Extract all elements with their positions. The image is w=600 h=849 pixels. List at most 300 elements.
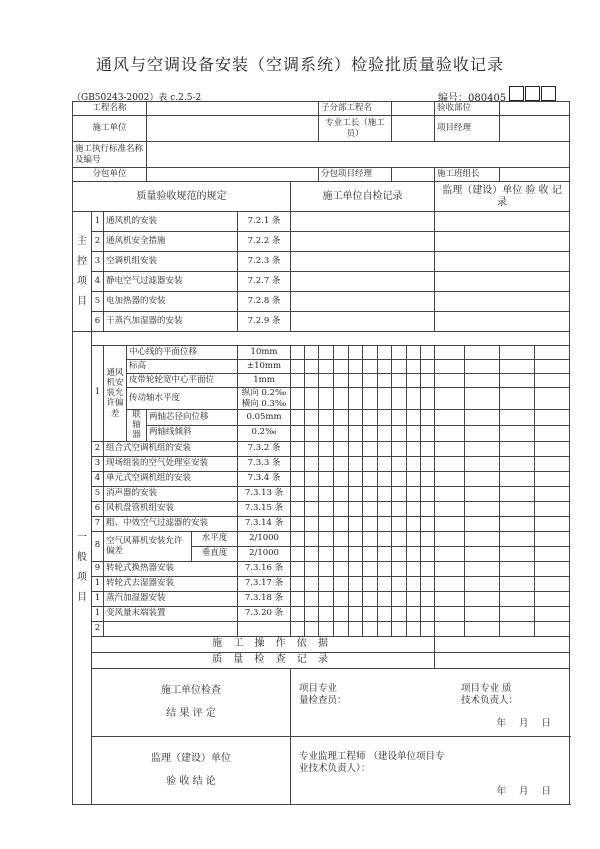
fan-check-cell-2[interactable] xyxy=(319,346,334,360)
item-sup-check-cell-3[interactable] xyxy=(535,456,570,471)
item-check-cell-1[interactable] xyxy=(305,456,319,471)
fan-sup-check-cell-0[interactable] xyxy=(435,360,465,374)
coupling-sup-check-cell-3[interactable] xyxy=(535,425,570,441)
coupling-check-cell-7[interactable] xyxy=(392,410,407,426)
item-check-cell-8[interactable] xyxy=(407,471,421,486)
item-check-cell-4[interactable] xyxy=(349,501,363,516)
item-check-cell-9[interactable] xyxy=(421,516,435,531)
fan-sup-check-cell-2[interactable] xyxy=(500,388,535,410)
project-name-value[interactable] xyxy=(147,102,319,116)
item-check-cell-6[interactable] xyxy=(378,471,392,486)
item-check-cell-7[interactable] xyxy=(392,621,407,636)
item-sup-check-cell-1[interactable] xyxy=(465,621,500,636)
item-check-cell-0[interactable] xyxy=(291,516,305,531)
fan-check-cell-4[interactable] xyxy=(349,388,363,410)
item-check-cell-5[interactable] xyxy=(363,516,378,531)
item-check-cell-7[interactable] xyxy=(392,441,407,456)
fan-check-cell-1[interactable] xyxy=(305,388,319,410)
curtain-check-cell-5[interactable] xyxy=(363,546,378,561)
quality-record-value[interactable] xyxy=(435,652,570,668)
item-sup-check-cell-0[interactable] xyxy=(435,561,465,576)
item-check-cell-2[interactable] xyxy=(319,501,334,516)
item-number: 5 xyxy=(92,486,104,501)
item-check-cell-9[interactable] xyxy=(421,621,435,636)
item-sup-check-cell-2[interactable] xyxy=(500,456,535,471)
item-sup-check-cell-2[interactable] xyxy=(500,561,535,576)
supervisor-record[interactable] xyxy=(435,292,570,312)
acceptance-part-value[interactable] xyxy=(500,102,570,116)
foreman-value[interactable] xyxy=(392,116,435,142)
item-sup-check-cell-0[interactable] xyxy=(435,441,465,456)
item-check-cell-4[interactable] xyxy=(349,576,363,591)
fan-sup-check-cell-2[interactable] xyxy=(500,346,535,360)
project-manager-value[interactable] xyxy=(500,116,570,142)
sub-project-value[interactable] xyxy=(392,102,435,116)
fan-sup-check-cell-1[interactable] xyxy=(465,346,500,360)
coupling-check-cell-9[interactable] xyxy=(421,425,435,441)
fan-check-cell-8[interactable] xyxy=(407,346,421,360)
curtain-check-cell-0[interactable] xyxy=(291,531,305,546)
fan-check-cell-4[interactable] xyxy=(349,346,363,360)
fan-check-cell-9[interactable] xyxy=(421,360,435,374)
item-sup-check-cell-0[interactable] xyxy=(435,621,465,636)
item-check-cell-1[interactable] xyxy=(305,606,319,621)
fan-check-cell-6[interactable] xyxy=(378,346,392,360)
item-check-cell-1[interactable] xyxy=(305,441,319,456)
item-check-cell-8[interactable] xyxy=(407,486,421,501)
item-check-cell-9[interactable] xyxy=(421,441,435,456)
item-check-cell-1[interactable] xyxy=(305,516,319,531)
curtain-sup-check-cell-1[interactable] xyxy=(465,546,500,561)
item-sup-check-cell-0[interactable] xyxy=(435,591,465,606)
coupling-sup-check-cell-0[interactable] xyxy=(435,425,465,441)
self-check-record[interactable] xyxy=(291,272,435,292)
curtain-check-cell-1[interactable] xyxy=(305,531,319,546)
fan-sup-check-cell-1[interactable] xyxy=(465,388,500,410)
fan-check-cell-2[interactable] xyxy=(319,374,334,388)
coupling-check-cell-0[interactable] xyxy=(291,410,305,426)
fan-check-cell-7[interactable] xyxy=(392,346,407,360)
item-check-cell-3[interactable] xyxy=(334,606,349,621)
fan-check-cell-3[interactable] xyxy=(334,360,349,374)
curtain-check-cell-4[interactable] xyxy=(349,546,363,561)
item-name: 通风机安全措施 xyxy=(104,232,238,252)
curtain-check-cell-7[interactable] xyxy=(392,546,407,561)
item-check-cell-1[interactable] xyxy=(305,501,319,516)
item-check-cell-8[interactable] xyxy=(407,516,421,531)
item-check-cell-3[interactable] xyxy=(334,561,349,576)
item-check-cell-8[interactable] xyxy=(407,441,421,456)
coupling-sup-check-cell-2[interactable] xyxy=(500,410,535,426)
item-check-cell-7[interactable] xyxy=(392,456,407,471)
item-check-cell-7[interactable] xyxy=(392,606,407,621)
item-sup-check-cell-2[interactable] xyxy=(500,486,535,501)
fan-check-cell-0[interactable] xyxy=(291,360,305,374)
curtain-check-cell-1[interactable] xyxy=(305,546,319,561)
coupling-check-cell-7[interactable] xyxy=(392,425,407,441)
item-check-cell-9[interactable] xyxy=(421,501,435,516)
curtain-sup-check-cell-0[interactable] xyxy=(435,531,465,546)
item-sup-check-cell-1[interactable] xyxy=(465,441,500,456)
item-check-cell-5[interactable] xyxy=(363,501,378,516)
supervisor-record[interactable] xyxy=(435,272,570,292)
curtain-check-cell-4[interactable] xyxy=(349,531,363,546)
fan-check-cell-1[interactable] xyxy=(305,374,319,388)
fan-check-cell-3[interactable] xyxy=(334,388,349,410)
curtain-sup-check-cell-2[interactable] xyxy=(500,546,535,561)
item-check-cell-2[interactable] xyxy=(319,441,334,456)
curtain-check-cell-2[interactable] xyxy=(319,531,334,546)
team-leader-value[interactable] xyxy=(500,168,570,182)
item-sup-check-cell-0[interactable] xyxy=(435,516,465,531)
item-check-cell-7[interactable] xyxy=(392,501,407,516)
item-check-cell-7[interactable] xyxy=(392,486,407,501)
item-check-cell-0[interactable] xyxy=(291,606,305,621)
item-check-cell-6[interactable] xyxy=(378,486,392,501)
fan-sup-check-cell-2[interactable] xyxy=(500,374,535,388)
curtain-sup-check-cell-2[interactable] xyxy=(500,531,535,546)
curtain-check-cell-0[interactable] xyxy=(291,546,305,561)
item-check-cell-4[interactable] xyxy=(349,591,363,606)
fan-check-cell-6[interactable] xyxy=(378,388,392,410)
item-check-cell-8[interactable] xyxy=(407,591,421,606)
coupling-check-cell-5[interactable] xyxy=(363,410,378,426)
item-check-cell-5[interactable] xyxy=(363,576,378,591)
coupling-check-cell-6[interactable] xyxy=(378,425,392,441)
fan-sup-check-cell-2[interactable] xyxy=(500,360,535,374)
coupling-check-cell-1[interactable] xyxy=(305,425,319,441)
self-check-record[interactable] xyxy=(291,212,435,232)
item-check-cell-8[interactable] xyxy=(407,606,421,621)
item-check-cell-6[interactable] xyxy=(378,516,392,531)
item-number: 4 xyxy=(92,471,104,486)
item-check-cell-8[interactable] xyxy=(407,621,421,636)
item-sup-check-cell-3[interactable] xyxy=(535,576,570,591)
item-check-cell-9[interactable] xyxy=(421,576,435,591)
item-sup-check-cell-3[interactable] xyxy=(535,501,570,516)
fan-check-cell-3[interactable] xyxy=(334,374,349,388)
curtain-sup-check-cell-0[interactable] xyxy=(435,546,465,561)
fan-check-cell-1[interactable] xyxy=(305,346,319,360)
coupling-check-cell-5[interactable] xyxy=(363,425,378,441)
item-check-cell-0[interactable] xyxy=(291,576,305,591)
item-check-cell-9[interactable] xyxy=(421,486,435,501)
item-check-cell-6[interactable] xyxy=(378,561,392,576)
item-check-cell-3[interactable] xyxy=(334,621,349,636)
coupling-check-cell-8[interactable] xyxy=(407,425,421,441)
item-check-cell-4[interactable] xyxy=(349,621,363,636)
item-check-cell-7[interactable] xyxy=(392,471,407,486)
item-check-cell-9[interactable] xyxy=(421,561,435,576)
item-check-cell-2[interactable] xyxy=(319,471,334,486)
fan-check-cell-6[interactable] xyxy=(378,374,392,388)
item-sup-check-cell-2[interactable] xyxy=(500,471,535,486)
fan-check-cell-9[interactable] xyxy=(421,374,435,388)
item-sup-check-cell-3[interactable] xyxy=(535,441,570,456)
item-check-cell-1[interactable] xyxy=(305,576,319,591)
supervisor-record[interactable] xyxy=(435,252,570,272)
item-check-cell-3[interactable] xyxy=(334,576,349,591)
fan-check-cell-3[interactable] xyxy=(334,346,349,360)
item-check-cell-2[interactable] xyxy=(319,516,334,531)
item-check-cell-3[interactable] xyxy=(334,471,349,486)
item-sup-check-cell-3[interactable] xyxy=(535,486,570,501)
item-check-cell-6[interactable] xyxy=(378,456,392,471)
coupling-sup-check-cell-2[interactable] xyxy=(500,425,535,441)
fan-sup-check-cell-1[interactable] xyxy=(465,374,500,388)
fan-sup-check-cell-3[interactable] xyxy=(535,346,570,360)
item-check-cell-0[interactable] xyxy=(291,486,305,501)
standard-value[interactable] xyxy=(147,142,570,168)
operation-basis-value[interactable] xyxy=(435,636,570,652)
fan-check-cell-9[interactable] xyxy=(421,388,435,410)
item-sup-check-cell-2[interactable] xyxy=(500,576,535,591)
curtain-sup-check-cell-3[interactable] xyxy=(535,546,570,561)
fan-check-cell-5[interactable] xyxy=(363,374,378,388)
coupling-check-cell-2[interactable] xyxy=(319,425,334,441)
fan-sup-check-cell-0[interactable] xyxy=(435,388,465,410)
item-check-cell-0[interactable] xyxy=(291,561,305,576)
item-sup-check-cell-0[interactable] xyxy=(435,456,465,471)
date-line: 年 月 日 xyxy=(496,785,552,797)
coupling-check-cell-4[interactable] xyxy=(349,410,363,426)
item-sup-check-cell-0[interactable] xyxy=(435,471,465,486)
item-sup-check-cell-2[interactable] xyxy=(500,606,535,621)
coupling-check-cell-3[interactable] xyxy=(334,410,349,426)
item-check-cell-5[interactable] xyxy=(363,471,378,486)
item-check-cell-4[interactable] xyxy=(349,471,363,486)
item-check-cell-5[interactable] xyxy=(363,606,378,621)
curtain-check-cell-6[interactable] xyxy=(378,531,392,546)
item-check-cell-0[interactable] xyxy=(291,501,305,516)
item-check-cell-0[interactable] xyxy=(291,441,305,456)
item-check-cell-1[interactable] xyxy=(305,486,319,501)
curtain-check-cell-3[interactable] xyxy=(334,531,349,546)
item-sup-check-cell-1[interactable] xyxy=(465,501,500,516)
curtain-check-cell-7[interactable] xyxy=(392,531,407,546)
item-sup-check-cell-3[interactable] xyxy=(535,471,570,486)
item-check-cell-4[interactable] xyxy=(349,441,363,456)
coupling-check-cell-9[interactable] xyxy=(421,410,435,426)
fan-sup-check-cell-0[interactable] xyxy=(435,374,465,388)
item-sup-check-cell-2[interactable] xyxy=(500,516,535,531)
fan-check-cell-0[interactable] xyxy=(291,346,305,360)
supervisor-record[interactable] xyxy=(435,312,570,332)
self-check-record[interactable] xyxy=(291,312,435,332)
fan-check-cell-5[interactable] xyxy=(363,388,378,410)
coupling-check-cell-1[interactable] xyxy=(305,410,319,426)
item-sup-check-cell-2[interactable] xyxy=(500,501,535,516)
coupling-sup-check-cell-0[interactable] xyxy=(435,410,465,426)
coupling-sup-check-cell-3[interactable] xyxy=(535,410,570,426)
item-sup-check-cell-3[interactable] xyxy=(535,516,570,531)
item-check-cell-0[interactable] xyxy=(291,456,305,471)
fan-check-cell-0[interactable] xyxy=(291,388,305,410)
item-check-cell-5[interactable] xyxy=(363,441,378,456)
item-sup-check-cell-3[interactable] xyxy=(535,561,570,576)
item-check-cell-9[interactable] xyxy=(421,591,435,606)
item-check-cell-2[interactable] xyxy=(319,456,334,471)
fan-check-cell-0[interactable] xyxy=(291,374,305,388)
item-sup-check-cell-1[interactable] xyxy=(465,516,500,531)
construction-evaluation-content[interactable] xyxy=(291,668,570,736)
curtain-check-cell-2[interactable] xyxy=(319,546,334,561)
self-check-record[interactable] xyxy=(291,232,435,252)
curtain-sup-check-cell-3[interactable] xyxy=(535,531,570,546)
item-check-cell-0[interactable] xyxy=(291,471,305,486)
item-check-cell-2[interactable] xyxy=(319,591,334,606)
item-check-cell-0[interactable] xyxy=(291,621,305,636)
item-sup-check-cell-1[interactable] xyxy=(465,471,500,486)
construction-unit-value[interactable] xyxy=(147,116,319,142)
item-check-cell-6[interactable] xyxy=(378,501,392,516)
supervisor-record[interactable] xyxy=(435,232,570,252)
fan-sup-check-cell-3[interactable] xyxy=(535,374,570,388)
fan-check-cell-5[interactable] xyxy=(363,360,378,374)
item-check-cell-3[interactable] xyxy=(334,591,349,606)
item-check-cell-4[interactable] xyxy=(349,456,363,471)
coupling-check-cell-4[interactable] xyxy=(349,425,363,441)
item-sup-check-cell-3[interactable] xyxy=(535,591,570,606)
item-sup-check-cell-2[interactable] xyxy=(500,621,535,636)
item-check-cell-2[interactable] xyxy=(319,486,334,501)
item-check-cell-5[interactable] xyxy=(363,456,378,471)
fan-check-cell-2[interactable] xyxy=(319,388,334,410)
coupling-check-cell-2[interactable] xyxy=(319,410,334,426)
curtain-check-cell-9[interactable] xyxy=(421,531,435,546)
item-sup-check-cell-1[interactable] xyxy=(465,591,500,606)
item-check-cell-1[interactable] xyxy=(305,591,319,606)
supervisor-conclusion-content[interactable] xyxy=(291,736,570,804)
item-check-cell-6[interactable] xyxy=(378,606,392,621)
item-check-cell-2[interactable] xyxy=(319,561,334,576)
item-check-cell-1[interactable] xyxy=(305,471,319,486)
item-check-cell-8[interactable] xyxy=(407,501,421,516)
item-check-cell-5[interactable] xyxy=(363,486,378,501)
item-check-cell-1[interactable] xyxy=(305,621,319,636)
item-check-cell-4[interactable] xyxy=(349,486,363,501)
coupling-check-cell-3[interactable] xyxy=(334,425,349,441)
item-sup-check-cell-1[interactable] xyxy=(465,606,500,621)
fan-check-cell-1[interactable] xyxy=(305,360,319,374)
item-check-cell-4[interactable] xyxy=(349,516,363,531)
fan-check-cell-7[interactable] xyxy=(392,374,407,388)
fan-check-cell-4[interactable] xyxy=(349,360,363,374)
item-check-cell-1[interactable] xyxy=(305,561,319,576)
fan-check-cell-6[interactable] xyxy=(378,360,392,374)
fan-check-cell-8[interactable] xyxy=(407,360,421,374)
item-check-cell-7[interactable] xyxy=(392,591,407,606)
fan-check-cell-7[interactable] xyxy=(392,388,407,410)
coupling-check-cell-0[interactable] xyxy=(291,425,305,441)
fan-sup-check-cell-3[interactable] xyxy=(535,360,570,374)
item-check-cell-3[interactable] xyxy=(334,501,349,516)
fan-check-cell-9[interactable] xyxy=(421,346,435,360)
self-check-record[interactable] xyxy=(291,252,435,272)
item-check-cell-9[interactable] xyxy=(421,471,435,486)
fan-check-cell-8[interactable] xyxy=(407,374,421,388)
general-item-label: 一般项目 xyxy=(73,332,92,805)
item-sup-check-cell-2[interactable] xyxy=(500,441,535,456)
curtain-check-cell-8[interactable] xyxy=(407,546,421,561)
item-check-cell-8[interactable] xyxy=(407,576,421,591)
item-check-cell-5[interactable] xyxy=(363,561,378,576)
item-check-cell-4[interactable] xyxy=(349,561,363,576)
item-check-cell-6[interactable] xyxy=(378,621,392,636)
item-check-cell-4[interactable] xyxy=(349,606,363,621)
self-check-record[interactable] xyxy=(291,292,435,312)
item-sup-check-cell-3[interactable] xyxy=(535,621,570,636)
curtain-sup-check-cell-1[interactable] xyxy=(465,531,500,546)
item-sup-check-cell-1[interactable] xyxy=(465,576,500,591)
fan-check-cell-5[interactable] xyxy=(363,346,378,360)
fan-check-cell-8[interactable] xyxy=(407,388,421,410)
curtain-check-cell-9[interactable] xyxy=(421,546,435,561)
item-check-cell-8[interactable] xyxy=(407,456,421,471)
curtain-check-cell-5[interactable] xyxy=(363,531,378,546)
item-check-cell-5[interactable] xyxy=(363,591,378,606)
item-sup-check-cell-0[interactable] xyxy=(435,486,465,501)
fan-check-cell-2[interactable] xyxy=(319,360,334,374)
item-sup-check-cell-1[interactable] xyxy=(465,456,500,471)
coupling-sup-check-cell-1[interactable] xyxy=(465,410,500,426)
inspection-form-table xyxy=(72,101,570,805)
item-check-cell-8[interactable] xyxy=(407,561,421,576)
item-check-cell-3[interactable] xyxy=(334,456,349,471)
coupling-check-cell-6[interactable] xyxy=(378,410,392,426)
fan-check-cell-7[interactable] xyxy=(392,360,407,374)
table-row xyxy=(73,116,570,142)
item-sup-check-cell-1[interactable] xyxy=(465,561,500,576)
fan-sup-check-cell-3[interactable] xyxy=(535,388,570,410)
item-check-cell-7[interactable] xyxy=(392,576,407,591)
fan-check-cell-4[interactable] xyxy=(349,374,363,388)
item-sup-check-cell-0[interactable] xyxy=(435,576,465,591)
supervisor-record[interactable] xyxy=(435,212,570,232)
item-check-cell-7[interactable] xyxy=(392,561,407,576)
item-check-cell-6[interactable] xyxy=(378,591,392,606)
item-check-cell-6[interactable] xyxy=(378,576,392,591)
item-sup-check-cell-0[interactable] xyxy=(435,606,465,621)
item-sup-check-cell-2[interactable] xyxy=(500,591,535,606)
curtain-check-cell-3[interactable] xyxy=(334,546,349,561)
item-check-cell-0[interactable] xyxy=(291,591,305,606)
subcontractor-value[interactable] xyxy=(147,168,319,182)
item-check-cell-3[interactable] xyxy=(334,441,349,456)
item-check-cell-2[interactable] xyxy=(319,606,334,621)
curtain-check-cell-6[interactable] xyxy=(378,546,392,561)
item-sup-check-cell-1[interactable] xyxy=(465,486,500,501)
item-sup-check-cell-3[interactable] xyxy=(535,606,570,621)
item-check-cell-2[interactable] xyxy=(319,576,334,591)
fan-sup-check-cell-0[interactable] xyxy=(435,346,465,360)
item-check-cell-5[interactable] xyxy=(363,621,378,636)
item-check-cell-9[interactable] xyxy=(421,456,435,471)
coupling-check-cell-8[interactable] xyxy=(407,410,421,426)
item-sup-check-cell-0[interactable] xyxy=(435,501,465,516)
item-check-cell-6[interactable] xyxy=(378,441,392,456)
coupling-sup-check-cell-1[interactable] xyxy=(465,425,500,441)
item-check-cell-3[interactable] xyxy=(334,516,349,531)
curtain-check-cell-8[interactable] xyxy=(407,531,421,546)
item-check-cell-9[interactable] xyxy=(421,606,435,621)
coupling-label: 联轴器 xyxy=(127,410,147,442)
item-check-cell-2[interactable] xyxy=(319,621,334,636)
item-check-cell-3[interactable] xyxy=(334,486,349,501)
item-check-cell-7[interactable] xyxy=(392,516,407,531)
sub-manager-value[interactable] xyxy=(392,168,435,182)
fan-sup-check-cell-1[interactable] xyxy=(465,360,500,374)
